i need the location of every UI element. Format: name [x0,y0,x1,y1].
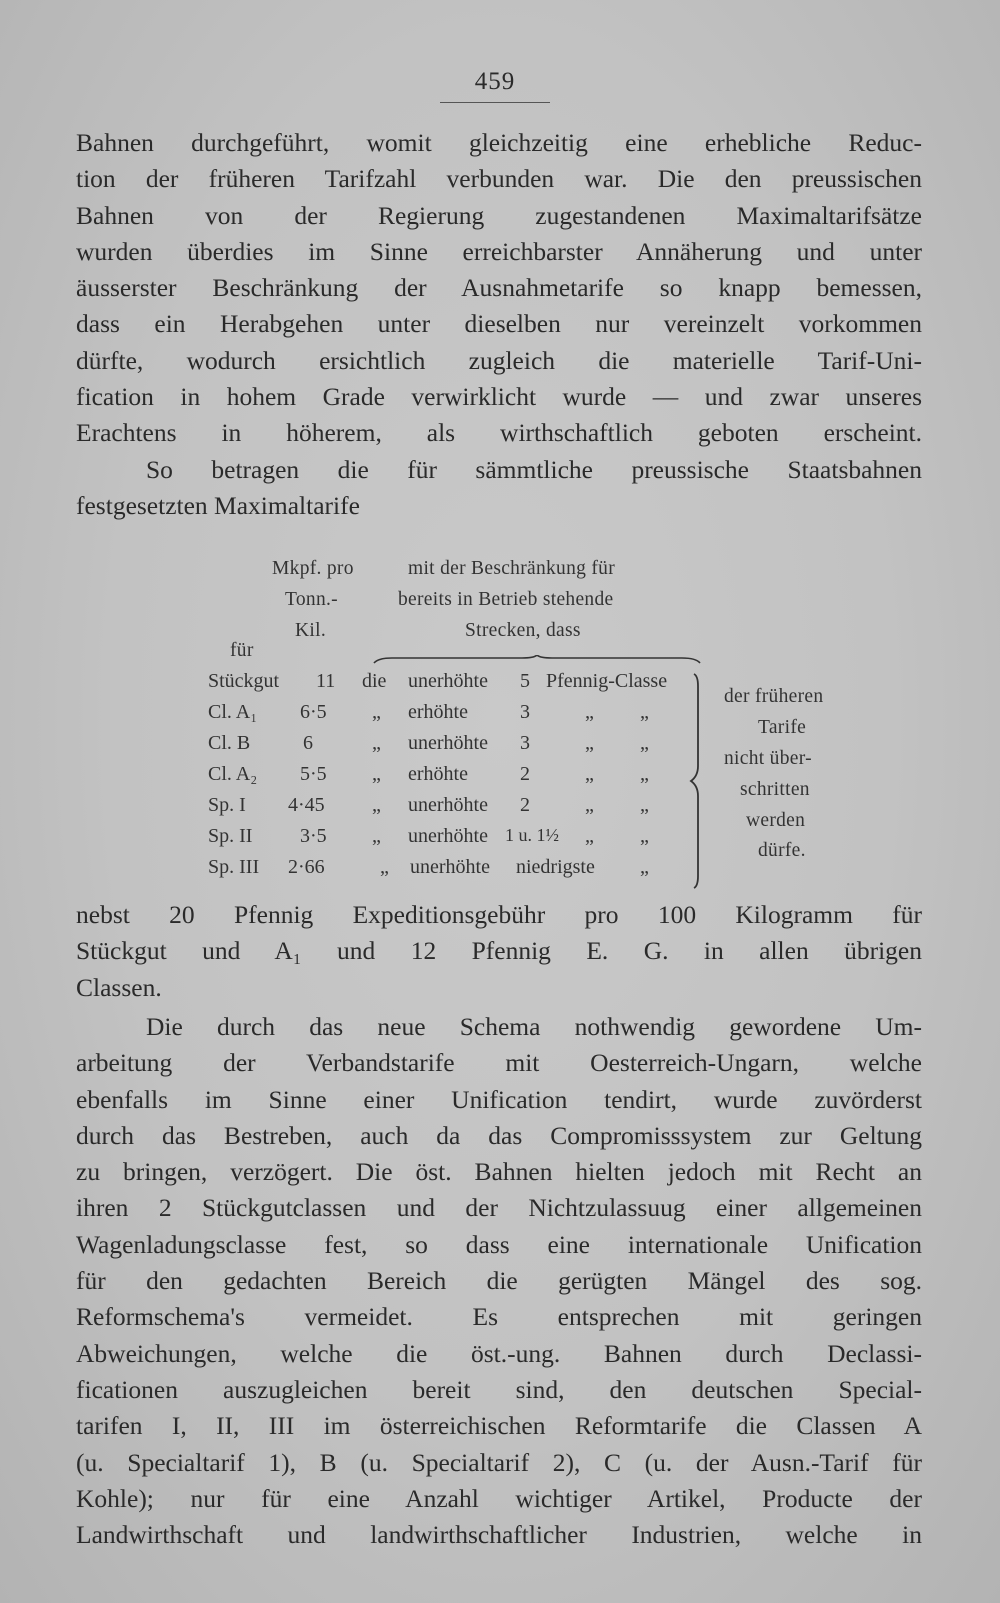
text-line: Wagenladungsclasse fest, so dass eine internationale Unification [76,1229,922,1259]
text-line: Classen. [76,972,162,1002]
row-rate: 5·5 [300,763,327,785]
text-line: Reformschema's vermeidet. Es entsprechen mit geringen [76,1302,922,1332]
paragraph-1 [76,125,922,452]
text-line: tion der früheren Tarifzahl verbunden war. Die den preussischen [76,164,922,194]
header-unit-line-1: Mkpf. pro [272,558,354,579]
row-ditto: „ [372,732,381,754]
text-line: festgesetzten Maximaltarife [76,491,360,521]
row-num: 3 [520,701,530,723]
row-class: Cl. A₂ [208,763,258,785]
row-ditto: „ [372,701,381,723]
text-line: ihren 2 Stückgutclassen und der Nichtzulassuug einer allgemeinen [76,1193,922,1223]
text-line: arbeitung der Verbandstarife mit Oesterreich-Ungarn, welche [76,1048,922,1078]
row-suffix: „ [585,825,594,847]
header-restriction-line-3: Strecken, dass [465,620,581,641]
text-line: Die durch das neue Schema nothwendig gewordene Um- [146,1012,922,1041]
text-line: tarifen I, II, III im österreichischen Reformtarife die Classen A [76,1411,922,1441]
brace-note-line: nicht über- [724,748,812,769]
row-kind: erhöhte [408,763,468,785]
paragraph-2 [76,452,922,525]
paragraph-3 [76,897,922,1006]
row-kind: erhöhte [408,701,468,723]
text-line: Abweichungen, welche die öst.-ung. Bahnen durch Declassi- [76,1338,922,1368]
row-ditto: „ [380,856,389,878]
row-num: 2 [520,794,530,816]
text-line: ficationen auszugleichen bereit sind, den deutschen Special- [76,1374,922,1404]
header-unit-line-2: Tonn.- [285,589,338,610]
row-ditto: „ [372,763,381,785]
row-rate: 6·5 [300,701,327,723]
row-suffix: „ [585,732,594,754]
text-line: Stückgut und A₁ und 12 Pfennig E. G. in allen übrigen [76,936,922,966]
text-line: Bahnen von der Regierung zugestandenen Maximaltarifsätze [76,200,922,230]
text-line: Kohle); nur für eine Anzahl wichtiger Artikel, Producte der [76,1483,922,1513]
row-tail: „ [640,856,649,878]
row-tail: „ [640,794,649,816]
header-for: für [230,640,254,661]
text-line: fication in hohem Grade verwirklicht wurde — und zwar unseres [76,382,922,412]
page-number: 459 [440,68,550,103]
row-rate: 11 [316,670,336,692]
text-line: nebst 20 Pfennig Expeditionsgebühr pro 100 Kilogramm für [76,900,922,929]
row-suffix: „ [585,701,594,723]
text-line: wurden überdies im Sinne erreichbarster Annäherung und unter [76,236,922,266]
row-class: Sp. III [208,856,260,878]
row-ditto: die [362,670,387,692]
brace-note-line: schritten [740,779,810,800]
row-suffix: „ [585,794,594,816]
row-tail: „ [640,825,649,847]
row-rate: 3·5 [300,825,327,847]
text-line: Bahnen durchgeführt, womit gleichzeitig eine erhebliche Reduc- [76,128,922,157]
row-kind: unerhöhte [408,670,488,692]
paragraph-4 [76,1009,922,1553]
brace-note-line: der früheren [724,686,824,707]
row-kind: unerhöhte [408,732,488,754]
row-class: Sp. II [208,825,253,847]
row-tail: „ [640,732,649,754]
header-restriction-line-1: mit der Beschränkung für [408,558,616,579]
text-line: für den gedachten Bereich die gerügten Mängel des sog. [76,1266,922,1296]
header-unit-line-3: Kil. [295,620,326,641]
row-num: niedrigste [516,856,595,878]
text-line: dürfte, wodurch ersichtlich zugleich die materielle Tarif-Uni- [76,345,922,375]
text-line: ebenfalls im Sinne einer Unification tendirt, wurde zuvörderst [76,1084,922,1114]
row-ditto: „ [372,794,381,816]
row-num: 2 [520,763,530,785]
row-class: Cl. B [208,732,251,754]
row-kind: unerhöhte [408,794,488,816]
horizontal-brace [372,655,702,665]
row-class: Sp. I [208,794,246,816]
row-rate: 6 [303,732,313,754]
text-line: (u. Specialtarif 1), B (u. Specialtarif 2), C (u. der Ausn.-Tarif für [76,1447,922,1477]
row-rate: 2·66 [288,856,325,878]
header-restriction-line-2: bereits in Betrieb stehende [398,589,614,610]
row-num: 3 [520,732,530,754]
row-kind: unerhöhte [408,825,488,847]
text-line: Erachtens in höherem, als wirthschaftlich geboten erscheint. [76,418,922,448]
text-line: dass ein Herabgehen unter dieselben nur vereinzelt vorkommen [76,309,922,339]
text-line: So betragen die für sämmtliche preussische Staatsbahnen [146,455,922,484]
text-line: zu bringen, verzögert. Die öst. Bahnen hielten jedoch mit Recht an [76,1157,922,1187]
row-suffix: „ [585,763,594,785]
row-tail: „ [640,701,649,723]
vertical-brace [688,672,718,890]
row-tail: „ [640,763,649,785]
row-ditto: „ [372,825,381,847]
row-rate: 4·45 [288,794,325,816]
brace-note-line: Tarife [758,717,807,738]
text-line: äusserster Beschränkung der Ausnahmetarife so knapp bemessen, [76,273,922,303]
row-class: Stückgut [208,670,280,692]
row-num: 1 u. 1½ [505,825,559,845]
row-num: 5 [520,670,530,692]
text-line: durch das Bestreben, auch da das Compromisssystem zur Geltung [76,1120,922,1150]
brace-note-line: dürfe. [758,840,806,861]
text-line: Landwirthschaft und landwirthschaftlicher Industrien, welche in [76,1520,922,1550]
row-class: Cl. A₁ [208,701,258,723]
brace-note-line: werden [746,810,806,831]
row-kind: unerhöhte [410,856,490,878]
row-suffix: Pfennig-Classe [546,670,668,692]
